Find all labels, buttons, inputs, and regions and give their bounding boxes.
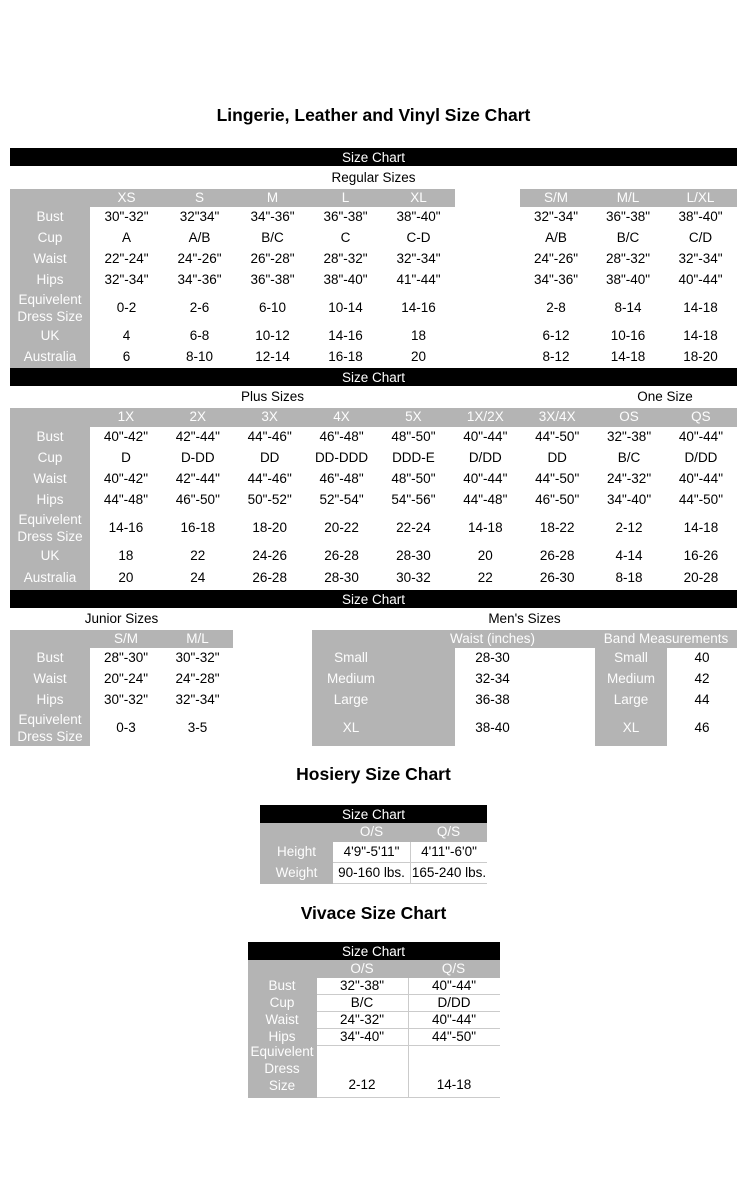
value-cell: 26-28 — [521, 546, 593, 567]
value-cell: 18 — [382, 326, 455, 347]
column-header: S/M — [90, 630, 162, 648]
junior-sizes-heading: Junior Sizes — [84, 611, 159, 626]
row-spacer-cell — [455, 249, 520, 270]
value-cell: 6-12 — [520, 326, 592, 347]
white-spacer-cell — [530, 648, 595, 669]
value-cell: 46"-50" — [521, 490, 593, 511]
vivace-title: Vivace Size Chart — [300, 903, 447, 923]
value-cell: D/DD — [665, 448, 737, 469]
column-header: XS — [90, 189, 163, 207]
one-size-heading: One Size — [637, 389, 693, 404]
row-label: Waist — [10, 669, 90, 690]
value-cell: 32"-34" — [162, 690, 233, 711]
column-header: O/S — [317, 960, 408, 978]
value-cell: A/B — [520, 228, 592, 249]
value-cell: 14-18 — [592, 347, 664, 368]
mens-waist-size-label: Medium — [312, 669, 390, 690]
value-cell: 44"-50" — [521, 469, 593, 490]
mens-waist-size-label: Small — [312, 648, 390, 669]
value-cell: 24"-32" — [593, 469, 665, 490]
value-cell: 34"-36" — [520, 270, 592, 291]
value-cell: 20 — [382, 347, 455, 368]
value-cell: 4'11"-6'0" — [410, 842, 487, 863]
value-cell: 2-12 — [593, 511, 665, 546]
value-cell: D-DD — [162, 448, 234, 469]
value-cell: 36"-38" — [592, 207, 664, 228]
value-cell: 14-16 — [382, 291, 455, 326]
mens-band-value-cell: 42 — [667, 669, 737, 690]
value-cell: 48"-50" — [378, 427, 450, 448]
value-cell: 6-8 — [163, 326, 236, 347]
value-cell: 44"-48" — [90, 490, 162, 511]
column-header: 3X/4X — [521, 408, 593, 427]
value-cell: 24 — [162, 567, 234, 590]
row-label: Hips — [10, 270, 90, 291]
value-cell: 2-6 — [163, 291, 236, 326]
row-label: Cup — [248, 995, 317, 1012]
value-cell: B/C — [593, 448, 665, 469]
value-cell: 26-28 — [306, 546, 378, 567]
plus-sizes-heading-row — [10, 386, 737, 408]
value-cell: 28"-32" — [309, 249, 382, 270]
value-cell: 22"-24" — [90, 249, 163, 270]
value-cell: 24"-26" — [520, 249, 592, 270]
value-cell: 22 — [162, 546, 234, 567]
row-label: Bust — [248, 978, 317, 995]
row-label: Cup — [10, 228, 90, 249]
column-header: 2X — [162, 408, 234, 427]
waist-inches-header: Waist (inches) — [390, 630, 595, 648]
row-label: Waist — [10, 469, 90, 490]
column-header: 1X — [90, 408, 162, 427]
value-cell: 8-18 — [593, 567, 665, 590]
mens-waist-size-label: XL — [312, 711, 390, 746]
value-cell: 40"-44" — [408, 978, 500, 995]
regular-sizes-heading-row — [10, 166, 737, 189]
row-spacer-cell — [455, 347, 520, 368]
mens-sizes-table — [312, 630, 737, 746]
value-cell: 20 — [449, 546, 521, 567]
gray-spacer-cell — [390, 669, 455, 690]
value-cell: 54"-56" — [378, 490, 450, 511]
row-spacer-cell — [455, 228, 520, 249]
value-cell: 46"-48" — [306, 469, 378, 490]
value-cell: DD-DDD — [306, 448, 378, 469]
row-label: Waist — [248, 1012, 317, 1029]
value-cell: 34"-36" — [163, 270, 236, 291]
mens-band-value-cell: 44 — [667, 690, 737, 711]
corner-cell — [10, 189, 90, 207]
row-label: Weight — [260, 863, 333, 884]
value-cell: D/DD — [408, 995, 500, 1012]
value-cell: 18-20 — [664, 347, 737, 368]
value-cell: 10-12 — [236, 326, 309, 347]
value-cell: 8-10 — [163, 347, 236, 368]
column-header: 4X — [306, 408, 378, 427]
value-cell: 14-18 — [664, 326, 737, 347]
value-cell: 40"-44" — [449, 469, 521, 490]
value-cell: 8-14 — [592, 291, 664, 326]
mens-band-size-label: Small — [595, 648, 667, 669]
value-cell: 40"-44" — [449, 427, 521, 448]
value-cell: D/DD — [449, 448, 521, 469]
hosiery-table — [260, 823, 487, 884]
value-cell: 40"-44" — [408, 1012, 500, 1029]
value-cell: C-D — [382, 228, 455, 249]
value-cell: 16-18 — [162, 511, 234, 546]
value-cell: 8-12 — [520, 347, 592, 368]
regular-sizes-section — [10, 148, 737, 368]
column-header: QS — [665, 408, 737, 427]
value-cell: 22 — [449, 567, 521, 590]
value-cell: 38"-40" — [664, 207, 737, 228]
mens-waist-value-cell: 28-30 — [455, 648, 530, 669]
value-cell: 48"-50" — [378, 469, 450, 490]
value-cell: 44"-50" — [521, 427, 593, 448]
column-header: M/L — [162, 630, 233, 648]
column-header: Q/S — [410, 823, 487, 842]
value-cell: 14-18 — [408, 1046, 500, 1098]
row-spacer-cell — [455, 291, 520, 326]
value-cell: 4 — [90, 326, 163, 347]
value-cell: 28-30 — [306, 567, 378, 590]
row-label: Cup — [10, 448, 90, 469]
gray-spacer-cell — [390, 711, 455, 746]
value-cell: 24"-32" — [317, 1012, 408, 1029]
column-header: 5X — [378, 408, 450, 427]
value-cell: 20 — [90, 567, 162, 590]
value-cell: 16-18 — [309, 347, 382, 368]
value-cell: 32"-34" — [520, 207, 592, 228]
value-cell: 90-160 lbs. — [333, 863, 410, 884]
value-cell: B/C — [236, 228, 309, 249]
vivace-table — [248, 960, 500, 1098]
junior-mens-tables — [10, 630, 737, 746]
white-spacer-cell — [530, 690, 595, 711]
value-cell: 6-10 — [236, 291, 309, 326]
value-cell: 14-18 — [449, 511, 521, 546]
value-cell: 2-12 — [317, 1046, 408, 1098]
value-cell: C — [309, 228, 382, 249]
mens-waist-size-label: Large — [312, 690, 390, 711]
mens-waist-value-cell: 38-40 — [455, 711, 530, 746]
column-header: Q/S — [408, 960, 500, 978]
gray-spacer-cell — [390, 648, 455, 669]
value-cell: 16-26 — [665, 546, 737, 567]
mens-band-value-cell: 40 — [667, 648, 737, 669]
row-spacer-cell — [455, 207, 520, 228]
mens-band-size-label: Large — [595, 690, 667, 711]
row-label: Hips — [248, 1029, 317, 1046]
value-cell: 4'9"-5'11" — [333, 842, 410, 863]
row-label: Equivelent Dress Size — [10, 291, 90, 326]
value-cell: 32"-38" — [317, 978, 408, 995]
column-header: L/XL — [664, 189, 737, 207]
value-cell: 36"-38" — [236, 270, 309, 291]
plus-sizes-heading: Plus Sizes — [240, 389, 305, 404]
value-cell: 40"-44" — [664, 270, 737, 291]
value-cell: 20-22 — [306, 511, 378, 546]
value-cell: 14-16 — [90, 511, 162, 546]
value-cell: 28-30 — [378, 546, 450, 567]
value-cell: 18-22 — [521, 511, 593, 546]
value-cell: 10-16 — [592, 326, 664, 347]
value-cell: 4-14 — [593, 546, 665, 567]
plus-sizes-table — [10, 408, 737, 590]
gray-spacer-cell — [390, 690, 455, 711]
value-cell: 22-24 — [378, 511, 450, 546]
mens-sizes-heading: Men's Sizes — [488, 611, 561, 626]
white-spacer-cell — [530, 669, 595, 690]
value-cell: 20-28 — [665, 567, 737, 590]
row-label: Equivelent Dress Size — [10, 511, 90, 546]
value-cell: 44"-46" — [234, 427, 306, 448]
value-cell: 26"-28" — [236, 249, 309, 270]
value-cell: 26-30 — [521, 567, 593, 590]
hosiery-title: Hosiery Size Chart — [296, 764, 451, 784]
mens-band-value-cell: 46 — [667, 711, 737, 746]
value-cell: 24"-28" — [162, 669, 233, 690]
row-label: Height — [260, 842, 333, 863]
row-spacer-cell — [455, 270, 520, 291]
value-cell: 46"-50" — [162, 490, 234, 511]
size-chart-bar: Size Chart — [10, 148, 737, 166]
value-cell: 0-3 — [90, 711, 162, 746]
value-cell: 52"-54" — [306, 490, 378, 511]
value-cell: 30"-32" — [90, 690, 162, 711]
size-chart-bar: Size Chart — [10, 590, 737, 608]
value-cell: 42"-44" — [162, 427, 234, 448]
value-cell: 40"-44" — [665, 469, 737, 490]
size-chart-bar: Size Chart — [260, 805, 487, 823]
value-cell: 165-240 lbs. — [410, 863, 487, 884]
value-cell: 32"-34" — [664, 249, 737, 270]
corner-cell — [10, 630, 90, 648]
column-header: S/M — [520, 189, 592, 207]
junior-mens-heading-row — [10, 608, 737, 630]
value-cell: 42"-44" — [162, 469, 234, 490]
column-header: 3X — [234, 408, 306, 427]
row-label: Bust — [10, 207, 90, 228]
mens-waist-value-cell: 32-34 — [455, 669, 530, 690]
size-chart-bar: Size Chart — [248, 942, 500, 960]
mens-waist-value-cell: 36-38 — [455, 690, 530, 711]
value-cell: 20"-24" — [90, 669, 162, 690]
row-label: Equivelent Dress Size — [248, 1046, 317, 1098]
column-header: O/S — [333, 823, 410, 842]
value-cell: 40"-42" — [90, 427, 162, 448]
row-label: UK — [10, 326, 90, 347]
page-title: Lingerie, Leather and Vinyl Size Chart — [216, 105, 531, 125]
row-spacer-cell — [455, 326, 520, 347]
value-cell: 30"-32" — [90, 207, 163, 228]
row-label: UK — [10, 546, 90, 567]
corner-cell — [10, 408, 90, 427]
value-cell: 18 — [90, 546, 162, 567]
value-cell: 46"-48" — [306, 427, 378, 448]
value-cell: 26-28 — [234, 567, 306, 590]
value-cell: 24-26 — [234, 546, 306, 567]
value-cell: 40"-44" — [665, 427, 737, 448]
row-label: Australia — [10, 567, 90, 590]
value-cell: 44"-48" — [449, 490, 521, 511]
row-label: Bust — [10, 648, 90, 669]
value-cell: 14-18 — [664, 291, 737, 326]
value-cell: 36"-38" — [309, 207, 382, 228]
band-measurements-header: Band Measurements — [595, 630, 737, 648]
value-cell: 28"-30" — [90, 648, 162, 669]
value-cell: 32"-34" — [382, 249, 455, 270]
value-cell: A/B — [163, 228, 236, 249]
value-cell: 41"-44" — [382, 270, 455, 291]
value-cell: 12-14 — [236, 347, 309, 368]
value-cell: 14-16 — [309, 326, 382, 347]
row-label: Australia — [10, 347, 90, 368]
value-cell: D — [90, 448, 162, 469]
column-header: L — [309, 189, 382, 207]
value-cell: 10-14 — [309, 291, 382, 326]
value-cell: 2-8 — [520, 291, 592, 326]
value-cell: 14-18 — [665, 511, 737, 546]
value-cell: 34"-40" — [593, 490, 665, 511]
junior-mens-section — [10, 590, 737, 746]
value-cell: 34"-36" — [236, 207, 309, 228]
value-cell: 28"-32" — [592, 249, 664, 270]
value-cell: 0-2 — [90, 291, 163, 326]
row-label: Hips — [10, 690, 90, 711]
row-label: Waist — [10, 249, 90, 270]
value-cell: DD — [521, 448, 593, 469]
value-cell: C/D — [664, 228, 737, 249]
column-header: OS — [593, 408, 665, 427]
white-spacer-cell — [530, 711, 595, 746]
value-cell: 32"-38" — [593, 427, 665, 448]
value-cell: 40"-42" — [90, 469, 162, 490]
row-label: Hips — [10, 490, 90, 511]
plus-sizes-section — [10, 368, 737, 590]
value-cell: 38"-40" — [592, 270, 664, 291]
column-header: M/L — [592, 189, 664, 207]
value-cell: 38"-40" — [309, 270, 382, 291]
corner-cell — [248, 960, 317, 978]
mens-band-size-label: XL — [595, 711, 667, 746]
value-cell: 32"-34" — [90, 270, 163, 291]
value-cell: 50"-52" — [234, 490, 306, 511]
value-cell: 30-32 — [378, 567, 450, 590]
value-cell: 6 — [90, 347, 163, 368]
value-cell: 44"-50" — [408, 1029, 500, 1046]
value-cell: A — [90, 228, 163, 249]
column-header: 1X/2X — [449, 408, 521, 427]
corner-cell — [260, 823, 333, 842]
regular-sizes-heading: Regular Sizes — [331, 170, 416, 185]
row-label: Bust — [10, 427, 90, 448]
size-chart-bar: Size Chart — [10, 368, 737, 386]
value-cell: 38"-40" — [382, 207, 455, 228]
value-cell: B/C — [317, 995, 408, 1012]
value-cell: 44"-46" — [234, 469, 306, 490]
header-spacer-cell — [455, 189, 520, 207]
value-cell: DD — [234, 448, 306, 469]
value-cell: B/C — [592, 228, 664, 249]
column-header: XL — [382, 189, 455, 207]
value-cell: 44"-50" — [665, 490, 737, 511]
junior-sizes-table — [10, 630, 233, 746]
value-cell: 24"-26" — [163, 249, 236, 270]
value-cell: 3-5 — [162, 711, 233, 746]
corner-cell — [312, 630, 390, 648]
value-cell: DDD-E — [378, 448, 450, 469]
mens-band-size-label: Medium — [595, 669, 667, 690]
value-cell: 18-20 — [234, 511, 306, 546]
value-cell: 32"34" — [163, 207, 236, 228]
value-cell: 30"-32" — [162, 648, 233, 669]
value-cell: 34"-40" — [317, 1029, 408, 1046]
row-label: Equivelent Dress Size — [10, 711, 90, 746]
column-header: S — [163, 189, 236, 207]
column-header: M — [236, 189, 309, 207]
regular-sizes-table — [10, 189, 737, 368]
